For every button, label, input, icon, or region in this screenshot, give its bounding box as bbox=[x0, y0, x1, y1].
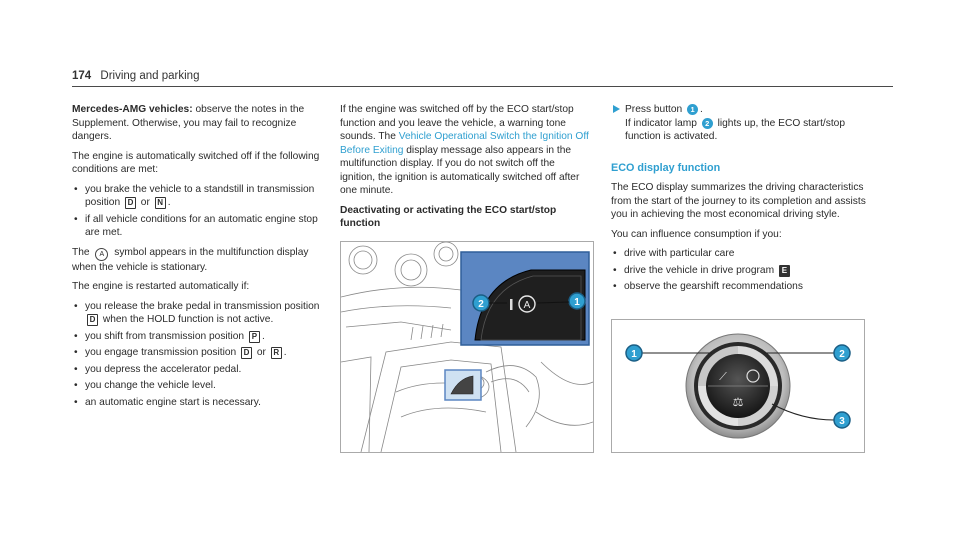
balance-icon: ⚖ bbox=[732, 395, 744, 409]
acceleration-icon: ⟋ bbox=[719, 370, 727, 383]
display-number-3: 3 bbox=[839, 416, 845, 427]
display-number-1: 1 bbox=[631, 349, 637, 360]
list-item-text: or bbox=[137, 197, 153, 208]
symbol-text: symbol appears in the multifunction display when the vehicle is stationary. bbox=[72, 246, 309, 273]
list-item-text: when the HOLD function is not active. bbox=[100, 314, 274, 325]
list-item-text: you release the brake pedal in transmission position bbox=[85, 300, 320, 312]
display-number-2: 2 bbox=[839, 349, 845, 360]
list-item: • you depress the accelerator pedal. bbox=[72, 363, 320, 377]
amg-note-label: Mercedes-AMG vehicles: bbox=[72, 104, 193, 115]
list-item bbox=[72, 300, 320, 327]
eco-button-figure bbox=[340, 241, 594, 453]
list-item-text: you brake the vehicle to a standstill in transmission position bbox=[85, 183, 315, 208]
warning-text: display message also appears in the multifunction display. If you do not switch off the ignition, the ignition is automatically switched off after one minute. bbox=[340, 144, 580, 196]
eco-display-paragraph: The ECO display summarizes the driving characteristics from the start of the journey to its completion and assists you in achieving the most economical driving style. bbox=[611, 182, 866, 220]
restart-paragraph: The engine is restarted automatically if: bbox=[72, 281, 250, 292]
influence-list bbox=[611, 247, 871, 294]
list-item: • if all vehicle conditions for an automatic engine stop are met. bbox=[72, 213, 320, 240]
drive-program-e-key: E bbox=[779, 265, 790, 277]
gear-d-key: D bbox=[125, 197, 136, 209]
list-item-text: drive the vehicle in drive program bbox=[624, 264, 777, 276]
gear-d-key: D bbox=[87, 314, 98, 326]
warning-paragraph bbox=[340, 103, 592, 198]
step-text: . bbox=[700, 104, 703, 115]
car-interior-illustration bbox=[341, 242, 593, 452]
gear-d-key: D bbox=[241, 347, 252, 359]
list-item bbox=[72, 183, 320, 210]
list-item: • observe the gearshift recommendations bbox=[611, 280, 871, 294]
deactivate-heading: Deactivating or activating the ECO start/stop function bbox=[340, 204, 557, 229]
header-rule bbox=[72, 86, 893, 87]
section-title: Driving and parking bbox=[100, 70, 200, 82]
eco-button-glyph: A bbox=[523, 300, 531, 311]
influence-paragraph: You can influence consumption if you: bbox=[611, 228, 782, 240]
gear-n-key: N bbox=[155, 197, 166, 209]
page-number: 174 bbox=[72, 70, 92, 82]
step-text: lights up, the ECO start/stop function is activated. bbox=[625, 117, 845, 142]
symbol-paragraph bbox=[72, 246, 320, 275]
list-item-text: . bbox=[283, 347, 287, 358]
list-item bbox=[72, 330, 320, 344]
symbol-text: The bbox=[72, 246, 93, 258]
page-header bbox=[72, 70, 199, 82]
auto-off-paragraph: The engine is automatically switched off if the following conditions are met: bbox=[72, 150, 320, 175]
column-2 bbox=[340, 103, 592, 237]
press-button-step bbox=[611, 103, 871, 144]
display-message-link[interactable]: Vehicle Operational Switch the Ignition Off Before Exiting bbox=[340, 131, 589, 156]
eco-display-heading: ECO display function bbox=[611, 161, 721, 174]
list-item-text: . bbox=[167, 197, 171, 208]
eco-display-illustration bbox=[612, 320, 864, 452]
eco-display-figure bbox=[611, 319, 865, 453]
amg-note-text: observe the notes in the Supplement. Otherwise, you may fail to recognize dangers. bbox=[72, 104, 305, 142]
eco-start-stop-icon: A bbox=[95, 248, 108, 261]
callout-number-1: 1 bbox=[574, 297, 580, 308]
gear-p-key: P bbox=[249, 331, 260, 343]
list-item-text: you shift from transmission position bbox=[85, 330, 247, 342]
list-item: • drive with particular care bbox=[611, 247, 871, 261]
indicator-lamp bbox=[510, 299, 513, 310]
callout-ref-1: 1 bbox=[687, 104, 698, 115]
column-1 bbox=[72, 103, 320, 415]
callout-ref-2: 2 bbox=[702, 118, 713, 129]
gear-r-key: R bbox=[271, 347, 282, 359]
step-text: Press button bbox=[625, 104, 686, 115]
list-item bbox=[72, 346, 320, 360]
callout-number-2: 2 bbox=[478, 299, 484, 310]
column-3 bbox=[611, 103, 871, 300]
warning-text: If the engine was switched off by the ECO start/stop function and you leave the vehicle, a warning tone sounds. The bbox=[340, 104, 574, 142]
list-item-text: you engage transmission position bbox=[85, 347, 240, 358]
auto-off-conditions bbox=[72, 183, 320, 240]
list-item-text: . bbox=[261, 330, 265, 342]
list-item-text: or bbox=[254, 347, 269, 358]
restart-conditions bbox=[72, 300, 320, 410]
step-text: If indicator lamp bbox=[625, 117, 700, 129]
amg-note bbox=[72, 103, 320, 144]
list-item: • you change the vehicle level. bbox=[72, 379, 320, 393]
list-item: • an automatic engine start is necessary. bbox=[72, 396, 320, 410]
list-item bbox=[611, 264, 871, 278]
